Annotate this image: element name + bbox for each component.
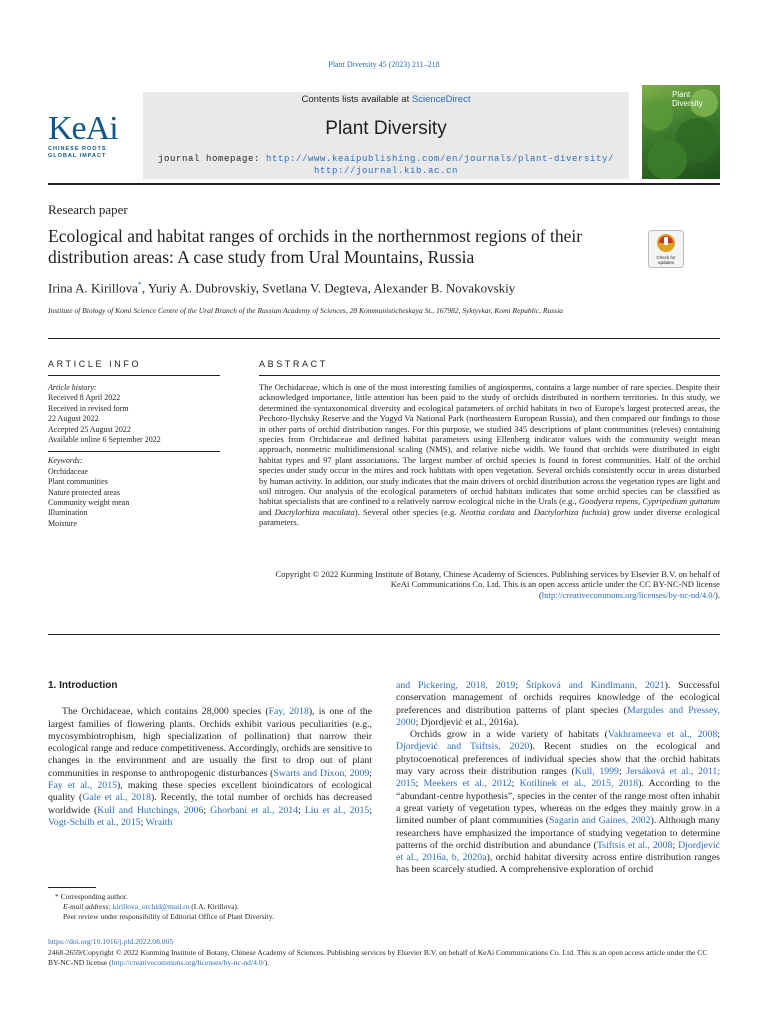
doi-link[interactable]: https://doi.org/10.1016/j.pld.2022.08.005 xyxy=(48,937,174,946)
text: ; xyxy=(511,778,520,790)
text: ). Recently, the total number of orchids has decreased worldwide ( xyxy=(48,792,373,816)
author-list xyxy=(48,280,515,296)
text: ). Although many researchers have emphasized the importance of studying vegetation to determine patterns of the orchid distribution and abundance ( xyxy=(396,815,720,851)
cover-title: Plant Diversity xyxy=(672,90,703,108)
abstract-rule-top xyxy=(259,375,720,376)
citation-link[interactable]: Sagarin and Gaines, 2002 xyxy=(549,815,651,827)
text: ; xyxy=(140,816,146,828)
homepage-label: journal homepage: xyxy=(157,154,266,164)
abstract-conj: and xyxy=(514,506,534,517)
homepage-link-2[interactable]: http://journal.kib.ac.cn xyxy=(313,166,459,176)
keyword: Moisture xyxy=(48,518,77,528)
history-online: Available online 6 September 2022 xyxy=(48,435,161,445)
citation-link[interactable]: and Pickering, 2018, 2019 xyxy=(396,680,516,691)
keyword: Illumination xyxy=(48,508,88,518)
citation-link[interactable]: Swarts and Dixon, 2009 xyxy=(273,767,370,779)
abstract-copyright-text: Copyright © 2022 Kunming Institute of Botany, Chinese Academy of Sciences. Publishing services by Elsevier B.V. on behalf of KeAi Communications Co. Ltd. This is an open access article under the CC BY-NC-ND license ( xyxy=(275,569,720,600)
history-accepted: Accepted 25 August 2022 xyxy=(48,424,131,434)
abstract-heading: ABSTRACT xyxy=(259,359,328,369)
intro-column-1 xyxy=(48,680,372,829)
journal-reference[interactable]: Plant Diversity 45 (2023) 211–218 xyxy=(328,60,440,69)
citation-link[interactable]: Djordjević and Tsiftsis, 2020 xyxy=(396,741,530,753)
abstract-body xyxy=(259,382,720,528)
keywords-label: Keywords: xyxy=(48,456,83,466)
text: ; xyxy=(415,778,424,790)
abstract-text: The Orchidaceae, which is one of the most interesting families of angiosperms, contains a large number of rare species. Despite their acknowledged importance, little attention has been paid to the study of orchids distributed in northern territories. In this study, we determined the syntaxonomical diversity and ecological parameters of orchid habitats in two of Europe's largest protected areas, the Pechoro-Ilychsky Reserve and the Yugyd Va National Park (northeastern European Russia), and then compared our findings to those in other parts of orchid distribution ranges. For this purpose, we studied 345 descriptions of plant communities (releves) containing species from Orchidaceae and defined habitat parameters using Ellenberg indicator values with the community weight mean approach, nonmetric multidimensional scaling (NMS), and relative niche width. We found that orchids were distributed in eight habitat types and 97 plant associations. The largest number of orchid species is found in forest communities. Half of the orchid species under study occur in the mires and rock habitats with open vegetation. Several orchids consistently occur in areas disturbed by human activity. In addition, our study indicates that the main drivers of orchid distribution across the vegetation types are light and soil nitrogen. Our analysis of the ecological parameters of orchid habitats indicates that some orchid species can be classified as habitat specialists that are confined to a relatively narrow ecological niche in the Urals (e.g., xyxy=(259,382,720,507)
citation-link[interactable]: Djordjević et al., 2016a, b, 2020a xyxy=(396,839,720,864)
intro-paragraph-cont xyxy=(396,680,720,729)
species-name: Dactylorhiza maculata xyxy=(274,506,355,517)
history-label: Article history: xyxy=(48,383,97,392)
footnote-rule xyxy=(48,887,96,888)
page-footer xyxy=(48,937,720,969)
history-revised-date: 22 August 2022 xyxy=(48,414,99,424)
text: ; xyxy=(369,804,373,816)
article-info-heading: ARTICLE INFO xyxy=(48,359,142,369)
intro-column-2 xyxy=(396,680,720,877)
peer-review-note: Peer review under responsibility of Editorial Office of Plant Diversity. xyxy=(63,912,274,921)
citation-link[interactable]: Vogt-Schilb et al., 2015 xyxy=(48,816,141,828)
abstract-divider xyxy=(48,634,720,635)
abstract-copyright-end: ). xyxy=(714,589,720,600)
intro-paragraph xyxy=(48,706,372,829)
check-for-updates-label: Check for updates xyxy=(656,255,676,265)
corresponding-mark[interactable]: * xyxy=(137,280,142,289)
footnote-mark: * xyxy=(55,892,59,901)
species-name: Neottia cordata xyxy=(459,506,515,517)
header-divider xyxy=(48,183,720,185)
keyword: Community weight mean xyxy=(48,498,130,508)
history-revised: Received in revised form xyxy=(48,403,129,413)
intro-heading: 1. Introduction xyxy=(48,680,118,691)
affiliation: Institute of Biology of Komi Science Centre of the Ural Branch of the Russian Academy of Sciences, 28 Kommunisticheskaya St., 167982, Syktyvkar, Komi Republic, Russia xyxy=(48,306,563,315)
footer-copyright xyxy=(48,948,720,969)
journal-homepage xyxy=(143,153,629,177)
text: ; xyxy=(672,839,679,851)
text: The Orchidaceae, which contains 28,000 species ( xyxy=(62,706,269,718)
abstract-text-mid: ). Several other species (e.g. xyxy=(354,506,460,517)
journal-cover-image[interactable] xyxy=(642,85,720,179)
check-for-updates-badge[interactable] xyxy=(648,230,684,268)
email-label: E-mail address: xyxy=(63,902,113,911)
info-rule-mid xyxy=(48,451,220,452)
footnote-text: Corresponding author. xyxy=(58,892,128,901)
email-line xyxy=(55,902,375,912)
sciencedirect-link[interactable]: ScienceDirect xyxy=(411,94,471,105)
abstract-text-end: ) grow under diverse ecological parameters. xyxy=(259,506,720,528)
footnote xyxy=(55,892,375,922)
citation-link[interactable]: Štípková and Kindlmann, 2021 xyxy=(525,680,665,691)
citation-link[interactable]: Meekers et al., 2012 xyxy=(423,778,512,790)
text: ; xyxy=(717,729,720,741)
citation-link[interactable]: Fay, 2018 xyxy=(268,706,309,718)
text: ), making these species excellent bioindicators of ecological quality ( xyxy=(48,780,372,804)
authors-other: , Yuriy A. Dubrovskiy, Svetlana V. Degteva, Alexander B. Novakovskiy xyxy=(141,280,516,296)
keyword: Nature protected areas xyxy=(48,487,120,497)
text: ; xyxy=(515,680,526,691)
citation-link[interactable]: Kotilínek et al., 2015, 2018 xyxy=(519,778,639,790)
keyword: Orchidaceae xyxy=(48,466,88,476)
paper-title: Ecological and habitat ranges of orchids in the northernmost regions of their distribution areas: A case study from Ural Mountains, Russia xyxy=(48,226,583,267)
email-suffix: (I.A. Kirillova). xyxy=(189,902,239,911)
text: ; xyxy=(618,766,627,778)
keyword: Plant communities xyxy=(48,477,108,487)
citation-link[interactable]: Gale et al., 2018 xyxy=(82,792,151,804)
text: ; xyxy=(203,804,211,816)
author-corresponding: Irina A. Kirillova xyxy=(48,280,138,296)
homepage-link-1[interactable]: http://www.keaipublishing.com/en/journals/plant-diversity/ xyxy=(265,154,615,164)
text: Orchids grow in a wide variety of habitats ( xyxy=(410,729,608,741)
title-divider xyxy=(48,338,720,339)
text: ), is one of the largest families of flowering plants. Orchids exhibit various peculiarities (e.g., mycosymbiotrophism, high specialization of pollination) that narrow their ecological range and reduce competitiveness. Accordingly, orchids are sensitive to changes in the environment and are usually the first to drop out of plant communities in response to anthropogenic disturbances ( xyxy=(48,706,372,779)
citation-link[interactable]: Liu et al., 2015 xyxy=(304,804,370,816)
citation-link[interactable]: Jersáková et al., 2011; 2015 xyxy=(396,766,720,790)
history-received: Received 8 April 2022 xyxy=(48,393,121,403)
citation-link[interactable]: Kull and Hutchings, 2006 xyxy=(97,804,204,816)
citation-link[interactable]: Tsiftsis et al., 2008 xyxy=(596,839,673,851)
journal-title: Plant Diversity xyxy=(325,118,447,139)
text: ; xyxy=(369,767,372,779)
keai-tagline-line1: CHINESE ROOTS xyxy=(48,146,107,152)
footer-end: ). xyxy=(264,958,270,967)
footer-copyright-text: 2468-2659/Copyright © 2022 Kunming Institute of Botany, Chinese Academy of Sciences. Publishing services by Elsevier B.V. on behalf of KeAi Communications Co. Ltd. This is an open access article under the CC BY-NC-ND license ( xyxy=(48,947,708,967)
citation-link[interactable]: Vakhrameeva et al., 2008 xyxy=(607,729,718,741)
keai-logo-text: KeAi xyxy=(48,110,118,147)
citation-link[interactable]: Fay et al., 2015 xyxy=(48,780,117,792)
citation-link[interactable]: Kull, 1999 xyxy=(574,766,619,778)
text: ; Djordjević et al., 2016a). xyxy=(415,716,519,728)
text: ). According to the “abundant-centre hypothesis”, species in the center of the range most often inhabit a great variety of vegetation types, whereas on the edges they mainly grow in a limited number of plant communities ( xyxy=(396,778,721,827)
keai-logo-tagline xyxy=(48,146,130,160)
contents-prefix: Contents lists available at xyxy=(301,94,412,105)
license-link[interactable]: http://creativecommons.org/licenses/by-nc-nd/4.0/ xyxy=(541,589,715,600)
species-name: Dactylorhiza fuchsia xyxy=(533,506,607,517)
text: ), orchid habitat diversity across entire distribution ranges has been scarcely studied. A comprehensive exploration of orchid xyxy=(396,852,720,876)
info-rule-top xyxy=(48,375,220,376)
keai-tagline-line2: GLOBAL IMPACT xyxy=(48,153,107,159)
paper-type: Research paper xyxy=(48,202,128,217)
abstract-conj: and xyxy=(259,506,275,517)
citation-link[interactable]: Margules and Pressey, 2000 xyxy=(396,704,720,728)
text: ). Successful conservation management of orchids requires knowledge of the ecological preferences and distribution patterns of plant species ( xyxy=(396,680,721,716)
citation-link[interactable]: Wraith xyxy=(145,816,173,828)
species-name: Goodyera repens, Cypripedium guttatum xyxy=(578,496,720,507)
corresponding-author-note xyxy=(55,892,375,902)
keai-logo xyxy=(48,112,130,164)
contents-line xyxy=(143,94,629,105)
intro-paragraph xyxy=(396,729,720,877)
citation-link[interactable]: Ghorbani et al., 2014 xyxy=(210,804,299,816)
abstract-copyright xyxy=(259,569,720,600)
footer-license-link[interactable]: http://creativecommons.org/licenses/by-nc-nd/4.0/ xyxy=(111,958,265,967)
text: ). Recent studies on the ecological and phytocoenotical preferences of individual species show that the orchid habitats may vary across their distribution ranges ( xyxy=(396,741,720,778)
article-info xyxy=(48,383,220,529)
text: ; xyxy=(298,804,305,816)
email-link[interactable]: kirillova_orchid@mail.ru xyxy=(112,902,190,911)
